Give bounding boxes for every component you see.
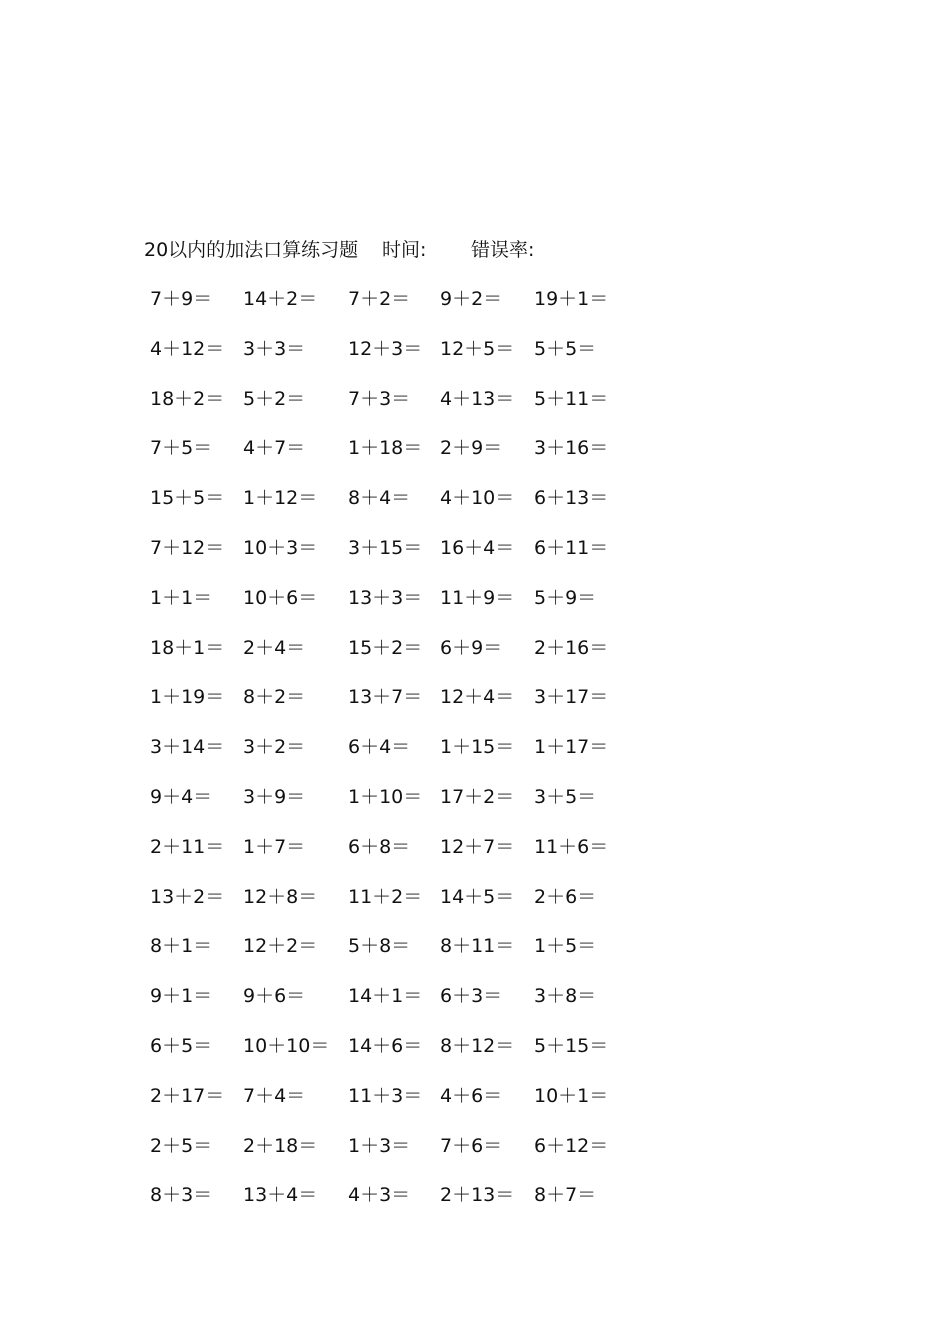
problem-item: 9＋1＝ xyxy=(150,985,213,1008)
problem-item: 1＋17＝ xyxy=(534,736,609,759)
problem-item: 6＋12＝ xyxy=(534,1134,609,1157)
problem-item: 4＋6＝ xyxy=(440,1084,503,1107)
problem-item: 2＋13＝ xyxy=(440,1184,515,1207)
problem-item: 3＋2＝ xyxy=(243,736,306,759)
problem-item: 3＋3＝ xyxy=(243,337,306,360)
problem-item: 7＋3＝ xyxy=(348,387,411,410)
problem-item: 3＋16＝ xyxy=(534,437,609,460)
problem-row xyxy=(146,583,646,633)
problem-item: 10＋3＝ xyxy=(243,536,318,559)
problem-item: 19＋1＝ xyxy=(534,288,609,310)
problem-row xyxy=(146,782,646,832)
problem-item: 8＋4＝ xyxy=(348,487,411,510)
problem-item: 14＋5＝ xyxy=(440,885,515,908)
problem-row xyxy=(146,633,646,683)
problem-item: 4＋7＝ xyxy=(243,437,306,460)
problem-item: 7＋6＝ xyxy=(440,1134,503,1157)
problem-item: 8＋7＝ xyxy=(534,1184,597,1207)
problem-row xyxy=(146,931,646,981)
problem-row xyxy=(146,1131,646,1181)
problem-item: 2＋16＝ xyxy=(534,636,609,659)
problem-item: 10＋1＝ xyxy=(534,1084,609,1107)
problem-item: 12＋4＝ xyxy=(440,686,515,709)
problem-item: 12＋8＝ xyxy=(243,885,318,908)
problem-item: 18＋2＝ xyxy=(150,387,225,410)
problem-item: 8＋2＝ xyxy=(243,686,306,709)
problem-item: 3＋15＝ xyxy=(348,536,423,559)
problem-item: 2＋17＝ xyxy=(150,1084,225,1107)
problem-row xyxy=(146,384,646,434)
problem-item: 2＋5＝ xyxy=(150,1134,213,1157)
problem-row xyxy=(146,882,646,932)
problem-item: 7＋2＝ xyxy=(348,288,411,310)
problem-item: 5＋15＝ xyxy=(534,1034,609,1057)
problem-item: 6＋8＝ xyxy=(348,835,411,858)
problem-item: 7＋9＝ xyxy=(150,288,213,310)
problem-item: 9＋4＝ xyxy=(150,785,213,808)
problem-item: 7＋12＝ xyxy=(150,536,225,559)
problem-item: 1＋7＝ xyxy=(243,835,306,858)
problem-item: 5＋5＝ xyxy=(534,337,597,360)
problem-item: 8＋1＝ xyxy=(150,935,213,958)
problem-item: 9＋6＝ xyxy=(243,985,306,1008)
problem-item: 18＋1＝ xyxy=(150,636,225,659)
problem-item: 3＋14＝ xyxy=(150,736,225,759)
problem-item: 8＋11＝ xyxy=(440,935,515,958)
problem-item: 10＋10＝ xyxy=(243,1034,330,1057)
problem-item: 2＋9＝ xyxy=(440,437,503,460)
problem-item: 12＋3＝ xyxy=(348,337,423,360)
problem-item: 6＋9＝ xyxy=(440,636,503,659)
error-rate-label: 错误率: xyxy=(471,239,535,261)
time-label: 时间: xyxy=(382,239,427,261)
problem-item: 6＋3＝ xyxy=(440,985,503,1008)
problem-item: 11＋9＝ xyxy=(440,586,515,609)
problem-item: 2＋4＝ xyxy=(243,636,306,659)
problem-item: 3＋5＝ xyxy=(534,785,597,808)
problem-row xyxy=(146,981,646,1031)
problem-item: 12＋7＝ xyxy=(440,835,515,858)
problem-item: 6＋13＝ xyxy=(534,487,609,510)
problem-row xyxy=(146,682,646,732)
problem-row xyxy=(146,284,646,334)
problem-item: 17＋2＝ xyxy=(440,785,515,808)
problem-item: 1＋12＝ xyxy=(243,487,318,510)
problem-item: 6＋5＝ xyxy=(150,1034,213,1057)
problem-item: 4＋3＝ xyxy=(348,1184,411,1207)
problem-item: 11＋3＝ xyxy=(348,1084,423,1107)
problem-item: 7＋5＝ xyxy=(150,437,213,460)
problem-item: 2＋18＝ xyxy=(243,1134,318,1157)
problem-item: 4＋12＝ xyxy=(150,337,225,360)
problem-item: 11＋6＝ xyxy=(534,835,609,858)
problem-row xyxy=(146,832,646,882)
problem-item: 2＋11＝ xyxy=(150,835,225,858)
problem-grid xyxy=(146,284,646,1230)
problem-item: 1＋15＝ xyxy=(440,736,515,759)
problem-item: 12＋5＝ xyxy=(440,337,515,360)
problem-item: 5＋8＝ xyxy=(348,935,411,958)
problem-item: 3＋9＝ xyxy=(243,785,306,808)
problem-item: 1＋3＝ xyxy=(348,1134,411,1157)
worksheet-title: 20以内的加法口算练习题 xyxy=(144,239,359,261)
problem-item: 14＋1＝ xyxy=(348,985,423,1008)
problem-item: 1＋19＝ xyxy=(150,686,225,709)
problem-item: 15＋5＝ xyxy=(150,487,225,510)
problem-item: 9＋2＝ xyxy=(440,288,503,310)
problem-item: 13＋7＝ xyxy=(348,686,423,709)
problem-item: 13＋2＝ xyxy=(150,885,225,908)
problem-item: 3＋8＝ xyxy=(534,985,597,1008)
problem-row xyxy=(146,533,646,583)
problem-item: 2＋6＝ xyxy=(534,885,597,908)
problem-item: 1＋1＝ xyxy=(150,586,213,609)
problem-item: 5＋9＝ xyxy=(534,586,597,609)
problem-row xyxy=(146,483,646,533)
problem-item: 1＋10＝ xyxy=(348,785,423,808)
problem-item: 1＋18＝ xyxy=(348,437,423,460)
problem-item: 3＋17＝ xyxy=(534,686,609,709)
problem-item: 15＋2＝ xyxy=(348,636,423,659)
problem-item: 7＋4＝ xyxy=(243,1084,306,1107)
problem-row xyxy=(146,732,646,782)
problem-item: 6＋11＝ xyxy=(534,536,609,559)
problem-row xyxy=(146,1031,646,1081)
problem-item: 6＋4＝ xyxy=(348,736,411,759)
problem-row xyxy=(146,1180,646,1230)
problem-item: 8＋3＝ xyxy=(150,1184,213,1207)
problem-item: 5＋11＝ xyxy=(534,387,609,410)
problem-row xyxy=(146,433,646,483)
problem-item: 13＋4＝ xyxy=(243,1184,318,1207)
problem-item: 4＋10＝ xyxy=(440,487,515,510)
problem-item: 4＋13＝ xyxy=(440,387,515,410)
problem-item: 16＋4＝ xyxy=(440,536,515,559)
problem-row xyxy=(146,334,646,384)
problem-row xyxy=(146,1081,646,1131)
problem-item: 8＋12＝ xyxy=(440,1034,515,1057)
problem-item: 13＋3＝ xyxy=(348,586,423,609)
problem-item: 1＋5＝ xyxy=(534,935,597,958)
problem-item: 12＋2＝ xyxy=(243,935,318,958)
problem-item: 11＋2＝ xyxy=(348,885,423,908)
problem-item: 10＋6＝ xyxy=(243,586,318,609)
problem-item: 14＋2＝ xyxy=(243,288,318,310)
problem-item: 5＋2＝ xyxy=(243,387,306,410)
problem-item: 14＋6＝ xyxy=(348,1034,423,1057)
